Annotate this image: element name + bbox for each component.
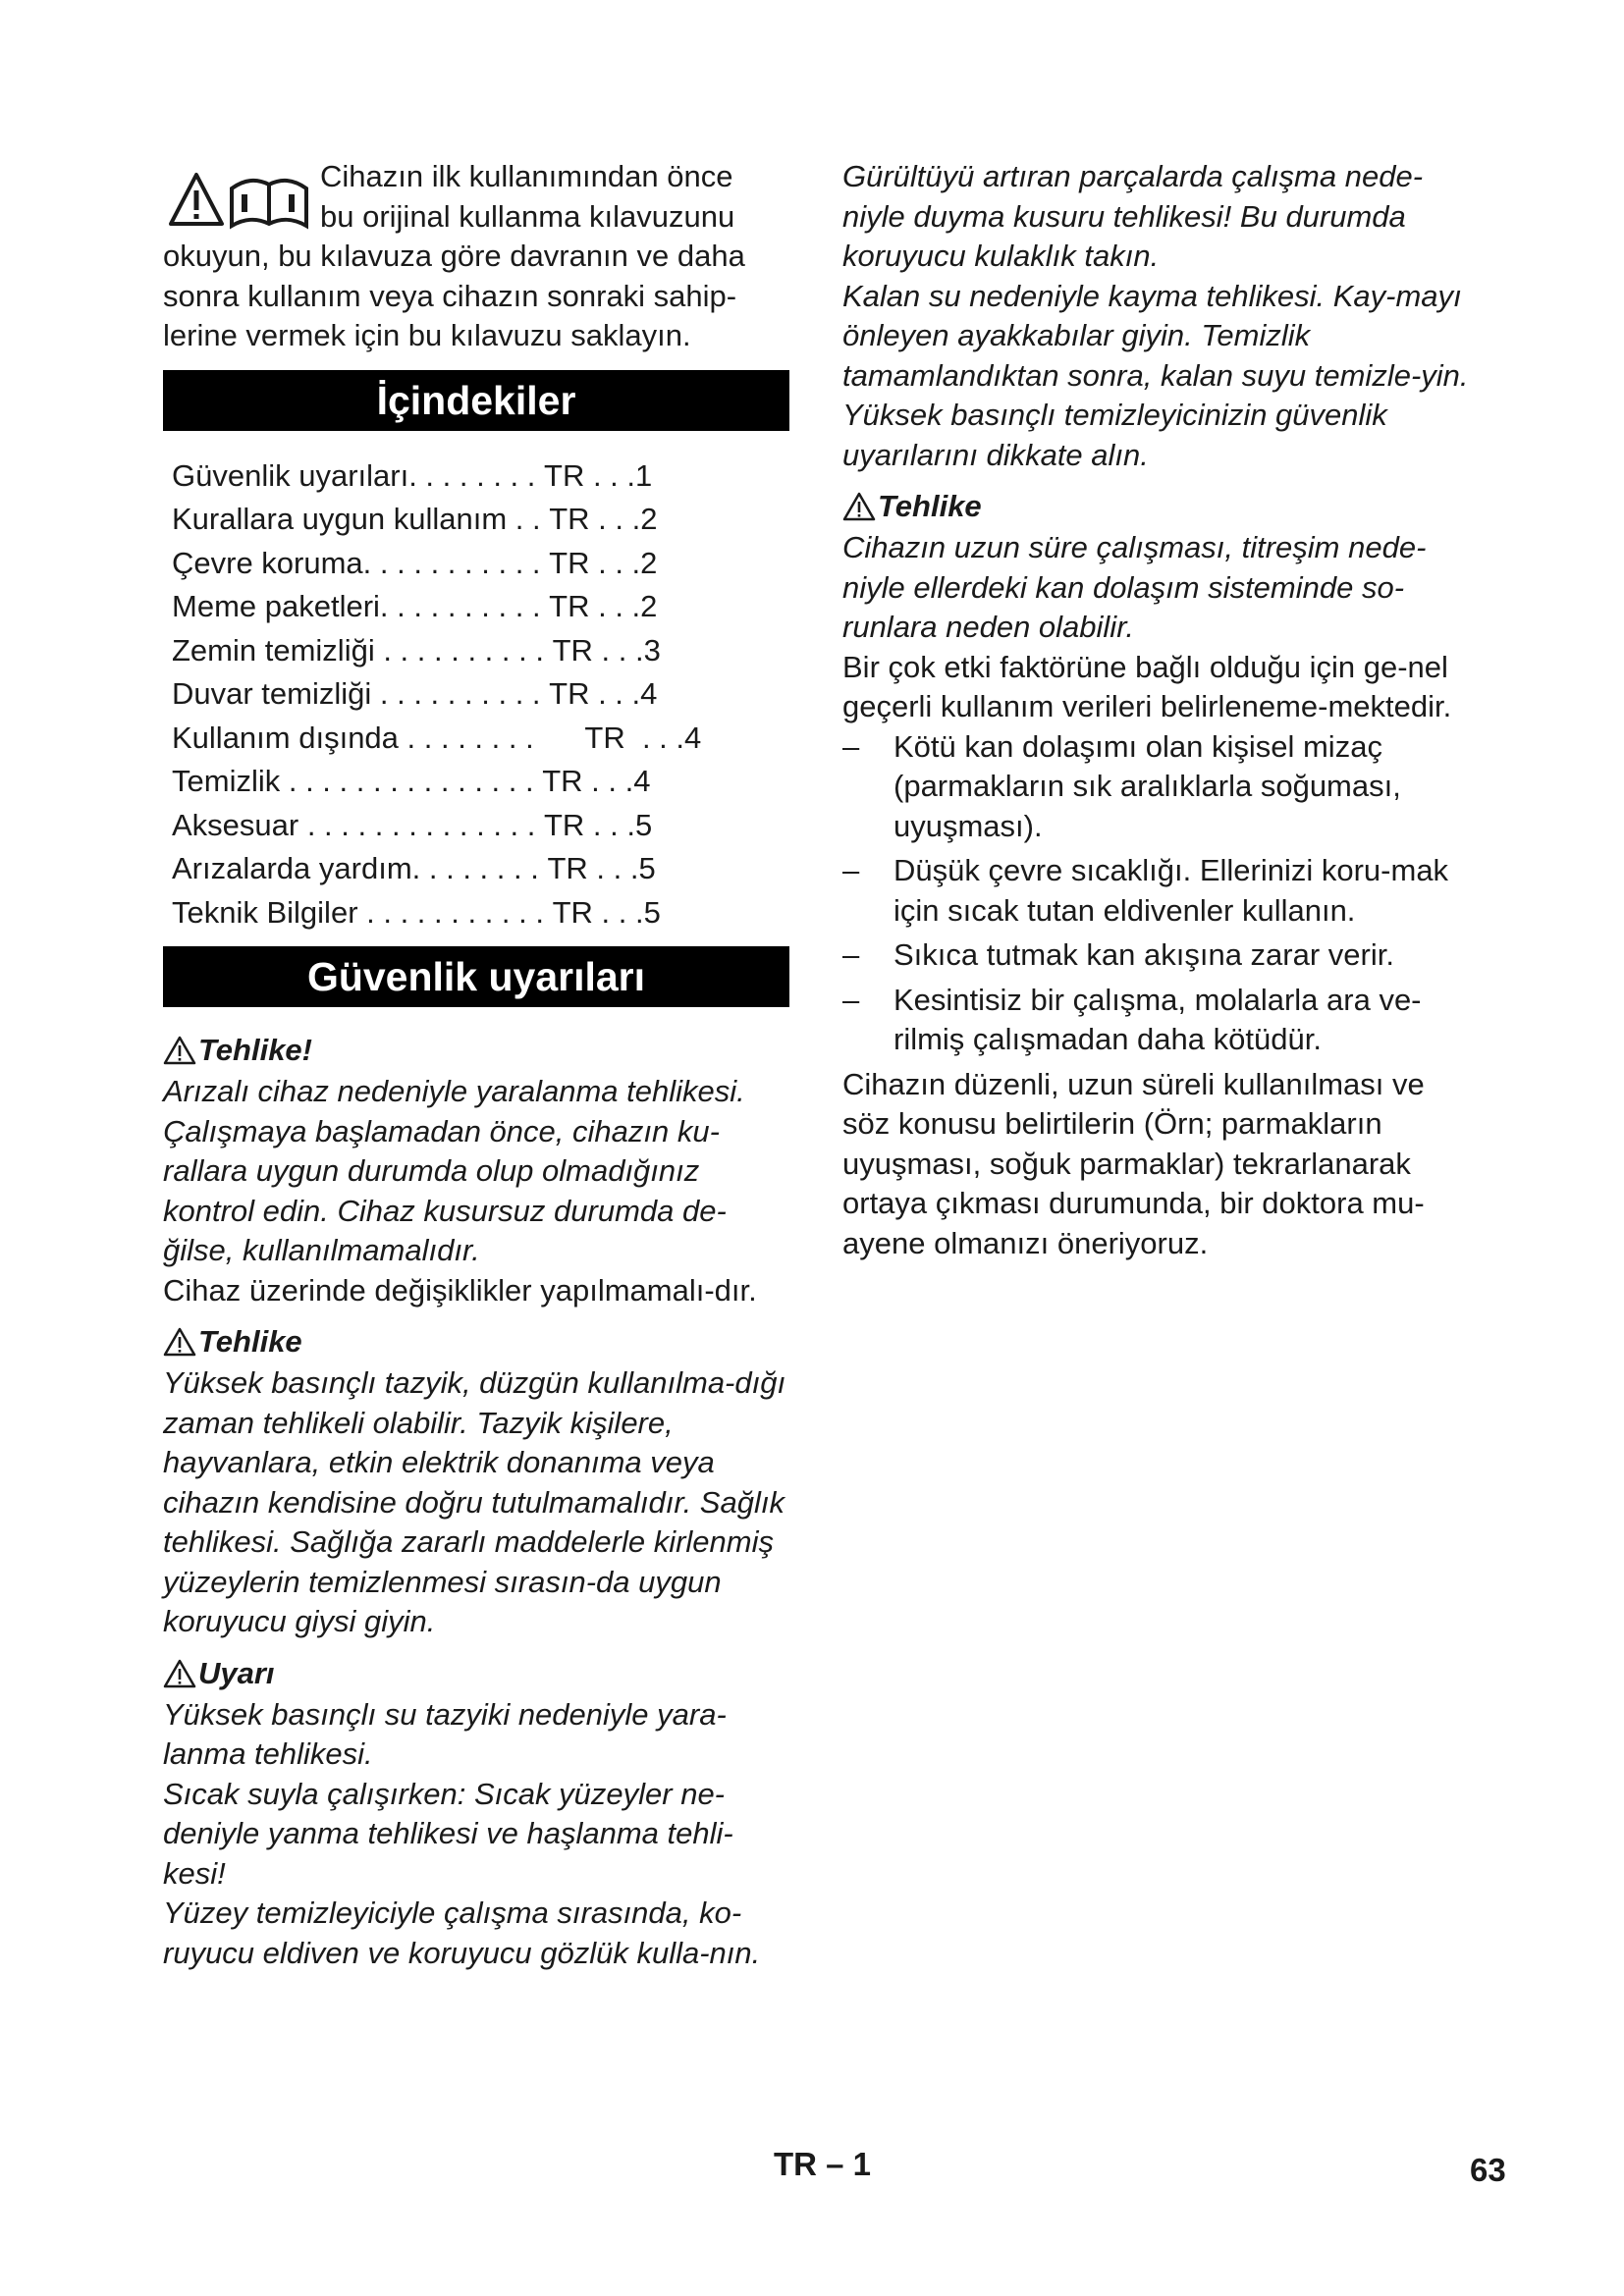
toc-item-name: Duvar temizliği . . . . . . . . . .	[172, 676, 550, 711]
toc-item-ref: TR . . .5	[544, 807, 653, 842]
dash-bullet: –	[842, 937, 860, 972]
danger-text-1: Arızalı cihaz nedeniyle yaralanma tehlikesi. Çalışmaya başlamadan önce, cihazın ku-rallara uygun durumda olup olmadığınız kontrol edin. Cihaz kusursuz durumda de-ğilse, kullanılmamalıdır.	[163, 1074, 745, 1267]
list-item	[842, 981, 1471, 1060]
warning-label-text: Tehlike!	[198, 1033, 312, 1067]
intro-notice	[163, 157, 789, 356]
toc-item[interactable]	[163, 717, 789, 761]
toc-item-ref: TR . . .5	[547, 851, 656, 885]
factor-list	[842, 727, 1471, 1060]
warning-label	[163, 1322, 789, 1362]
toc-item[interactable]	[163, 847, 789, 891]
doctor-recommendation: Cihazın düzenli, uzun süreli kullanılması ve söz konusu belirtilerin (Örn; parmakların uyuşması, soğuk parmaklar) tekrarlanarak ortaya çıkması durumunda, bir doktora mu-ayene olmanızı öneriyoruz.	[842, 1066, 1425, 1260]
warning-label-text: Tehlike	[878, 489, 982, 523]
safety-heading: Güvenlik uyarıları	[163, 946, 789, 1007]
toc-item[interactable]	[163, 498, 789, 542]
modification-note: Cihaz üzerinde değişiklikler yapılmamalı-dır.	[163, 1272, 757, 1308]
warning-triangle-icon	[842, 492, 876, 521]
left-column	[163, 157, 789, 1973]
toc-item[interactable]	[163, 891, 789, 935]
toc-item-ref: TR . . .1	[544, 457, 653, 493]
toc-item-ref: TR . . .2	[549, 589, 658, 623]
toc-item-name: Aksesuar . . . . . . . . . . . . . .	[172, 807, 544, 842]
list-item	[842, 727, 1471, 847]
warning-triangle-icon	[163, 1036, 196, 1065]
caution-text-1: Yüksek basınçlı su tazyiki nedeniyle yara-lanma tehlikesi.	[163, 1696, 727, 1771]
noise-warning: Gürültüyü artıran parçalarda çalışma nede-niyle duyma kusuru tehlikesi! Bu durumda koruyucu kulaklık takın.	[842, 159, 1424, 273]
warning-label	[163, 1654, 789, 1693]
toc-item[interactable]	[163, 585, 789, 629]
list-item-text: Düşük çevre sıcaklığı. Ellerinizi koru-mak için sıcak tutan eldivenler kullanın.	[893, 853, 1449, 928]
toc-item[interactable]	[163, 672, 789, 717]
toc-item-name: Arızalarda yardım. . . . . . . .	[172, 851, 548, 885]
toc-item-ref: TR . . .4	[542, 764, 651, 798]
warning-label-text: Uyarı	[198, 1655, 275, 1690]
toc-item[interactable]	[163, 454, 789, 499]
caution-text-3: Yüzey temizleyiciyle çalışma sırasında, ko-ruyucu eldiven ve koruyucu gözlük kulla-nın.	[163, 1896, 761, 1970]
intro-rest: okuyun, bu kılavuza göre davranın ve daha sonra kullanım veya cihazın sonraki sahip-lerine vermek için bu kılavuzu saklayın.	[163, 239, 745, 352]
toc-item-ref: TR . . .5	[552, 894, 661, 930]
toc-item-name: Çevre koruma. . . . . . . . . . .	[172, 545, 550, 580]
toc-item-name: Güvenlik uyarıları. . . . . . . .	[172, 457, 545, 493]
caution-text-2: Sıcak suyla çalışırken: Sıcak yüzeyler ne-deniyle yanma tehlikesi ve haşlanma tehli-kesi!	[163, 1776, 733, 1891]
dash-bullet: –	[842, 728, 860, 764]
toc-item-name: Temizlik . . . . . . . . . . . . . . .	[172, 764, 543, 798]
toc-item[interactable]	[163, 760, 789, 804]
toc-item-ref: TR . . .4	[584, 720, 702, 755]
warning-label	[163, 1031, 789, 1070]
toc-item[interactable]	[163, 542, 789, 586]
page-number: 63	[1470, 2152, 1506, 2188]
toc-item-ref: TR . . .2	[549, 502, 658, 536]
intro-line-2: bu orijinal kullanma kılavuzunu	[320, 198, 735, 234]
intro-line-1: Cihazın ilk kullanımından önce	[320, 159, 733, 193]
toc-item[interactable]	[163, 804, 789, 848]
vibration-warning: Cihazın uzun süre çalışması, titreşim nede-niyle ellerdeki kan dolaşım sisteminde so-runlara neden olabilir.	[842, 530, 1427, 644]
danger-text-2: Yüksek basınçlı tazyik, düzgün kullanılma-dığı zaman tehlikeli olabilir. Tazyik kişilere, hayvanlara, etkin elektrik donanıma veya cihazın kendisine doğru tutulmamalıdır. Sağlık tehlikesi. Sağlığa zararlı maddelerle kirlenmiş yüzeylerin temizlenmesi sırasın-da uygun koruyucu giysi giyin.	[163, 1365, 786, 1638]
toc-item-name: Zemin temizliği . . . . . . . . . .	[172, 632, 553, 667]
table-of-contents	[163, 454, 789, 935]
warning-label	[842, 487, 1471, 526]
toc-item-ref: TR . . .2	[549, 545, 658, 580]
dash-bullet: –	[842, 982, 860, 1017]
toc-item-ref: TR . . .4	[549, 676, 658, 711]
toc-item-name: Kurallara uygun kullanım . .	[172, 502, 550, 536]
warning-label-text: Tehlike	[198, 1324, 302, 1359]
toc-heading: İçindekiler	[163, 370, 789, 431]
warning-manual-icon	[167, 171, 312, 230]
toc-item[interactable]	[163, 629, 789, 673]
warning-triangle-icon	[163, 1659, 196, 1688]
footer-section-code: TR – 1	[774, 2146, 872, 2182]
safety-reminder: Yüksek basınçlı temizleyicinizin güvenlik uyarılarını dikkate alın.	[842, 398, 1387, 472]
toc-item-name: Teknik Bilgiler . . . . . . . . . . .	[172, 894, 553, 930]
list-item	[842, 851, 1471, 931]
list-item-text: Sıkıca tutmak kan akışına zarar verir.	[893, 937, 1394, 972]
slip-warning: Kalan su nedeniyle kayma tehlikesi. Kay-mayı önleyen ayakkabılar giyin. Temizlik tamamlandıktan sonra, kalan suyu temizle-yin.	[842, 278, 1469, 393]
dash-bullet: –	[842, 853, 860, 887]
list-item	[842, 935, 1471, 976]
toc-item-name: Kullanım dışında . . . . . . . .	[172, 720, 585, 755]
warning-triangle-icon	[163, 1327, 196, 1357]
toc-item-name: Meme paketleri. . . . . . . . . .	[172, 589, 550, 623]
right-column	[842, 157, 1471, 1263]
list-item-text: Kötü kan dolaşımı olan kişisel mizaç (parmakların sık aralıklarla soğuması, uyuşması).	[893, 728, 1401, 843]
list-item-text: Kesintisiz bir çalışma, molalarla ara ve-rilmiş çalışmadan daha kötüdür.	[893, 982, 1422, 1056]
toc-item-ref: TR . . .3	[552, 632, 661, 667]
usage-data-note: Bir çok etki faktörüne bağlı olduğu için ge-nel geçerli kullanım verileri belirleneme-mektedir.	[842, 649, 1452, 723]
